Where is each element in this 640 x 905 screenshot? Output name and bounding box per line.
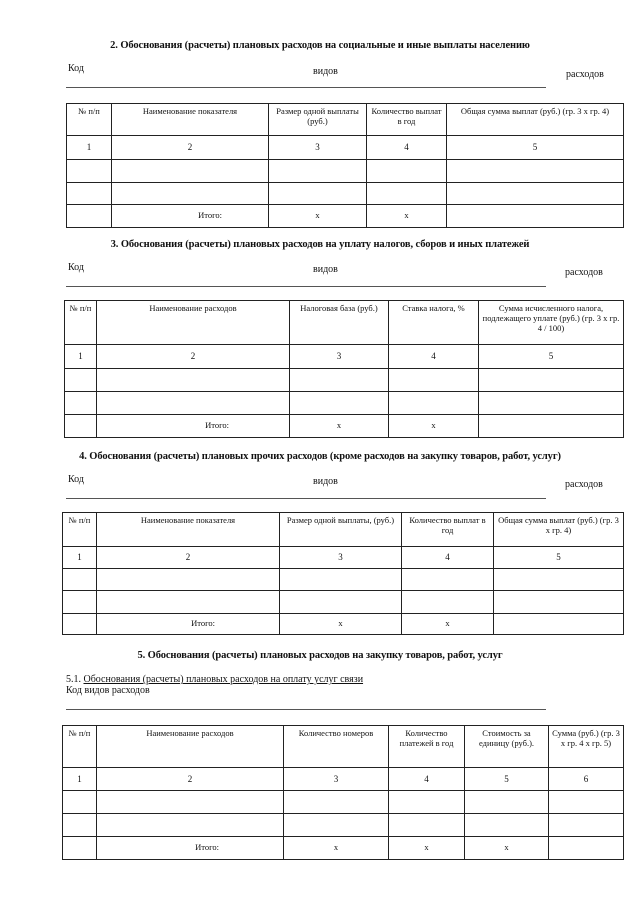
table-header-row [63,513,624,547]
cell [367,183,447,205]
cell [367,160,447,183]
cell: 5 [465,768,549,791]
table-row [65,392,624,415]
cell: 1 [65,345,97,369]
cell [290,369,389,392]
cell [97,569,280,591]
cell: 1 [67,136,112,160]
cell [402,591,494,614]
cell: 3 [290,345,389,369]
table-row [67,160,624,183]
cell: х [402,614,494,635]
col-header: Наименование расходов [97,301,290,345]
cell [97,392,290,415]
col-header: Размер одной выплаты (руб.) [269,104,367,136]
kod-underline [66,709,546,710]
cell [280,591,402,614]
cell: 5 [447,136,624,160]
cell [67,160,112,183]
col-header: Наименование показателя [97,513,280,547]
cell [402,569,494,591]
cell [389,791,465,814]
cell: х [465,837,549,860]
cell: 2 [97,345,290,369]
total-row [65,415,624,438]
col-header: Общая сумма выплат (руб.) (гр. 3 х гр. 4) [494,513,624,547]
cell [65,369,97,392]
table-social-payments [66,103,624,228]
table-row [65,369,624,392]
rashodov-label: расходов [565,267,603,278]
col-header: Количество платежей в год [389,726,465,768]
cell [389,814,465,837]
total-label: Итого: [97,614,280,635]
cell [112,160,269,183]
table-communication-services [62,725,624,860]
cell [63,791,97,814]
cell: х [389,415,479,438]
vidov-label: видов [313,66,338,77]
table-row [63,791,624,814]
subsection-title: Обоснования (расчеты) плановых расходов на оплату услуг связи [83,674,364,685]
cell [494,569,624,591]
cell [97,369,290,392]
col-header: № п/п [65,301,97,345]
cell: х [284,837,389,860]
cell [290,392,389,415]
cell: 4 [389,345,479,369]
total-label: Итого: [97,837,284,860]
cell [549,814,624,837]
column-number-row [63,768,624,791]
cell: 5 [494,547,624,569]
col-header: Наименование показателя [112,104,269,136]
cell [447,183,624,205]
section-2-title: 2. Обоснования (расчеты) плановых расходов на социальные и иные выплаты населению [110,40,530,51]
col-header: Количество выплат в год [402,513,494,547]
total-row [63,837,624,860]
column-number-row [63,547,624,569]
cell [447,205,624,228]
cell [465,791,549,814]
cell [269,183,367,205]
cell: 2 [97,547,280,569]
cell: х [389,837,465,860]
cell: 6 [549,768,624,791]
cell: 4 [402,547,494,569]
col-header: Сумма исчисленного налога, подлежащего уплате (руб.) (гр. 3 х гр. 4 / 100) [479,301,624,345]
cell: х [367,205,447,228]
kod-underline [66,286,546,287]
cell: 4 [389,768,465,791]
vidov-label: видов [313,264,338,275]
col-header: Количество выплат в год [367,104,447,136]
cell: 3 [280,547,402,569]
table-row [63,591,624,614]
cell [63,569,97,591]
kod-underline [66,498,546,499]
section-3-title: 3. Обоснования (расчеты) плановых расходов на уплату налогов, сборов и иных платежей [110,239,530,250]
cell: 2 [97,768,284,791]
cell [63,614,97,635]
table-row [63,569,624,591]
cell [269,160,367,183]
total-label: Итого: [112,205,269,228]
col-header: Количество номеров [284,726,389,768]
cell [447,160,624,183]
col-header: Размер одной выплаты, (руб.) [280,513,402,547]
cell [63,837,97,860]
section-4-title: 4. Обоснования (расчеты) плановых прочих расходов (кроме расходов на закупку товаров, работ, услуг) [79,451,561,462]
col-header: Налоговая база (руб.) [290,301,389,345]
cell [65,415,97,438]
col-header: № п/п [63,726,97,768]
cell [389,392,479,415]
cell [280,569,402,591]
cell [63,814,97,837]
cell: х [280,614,402,635]
cell [67,205,112,228]
cell [284,814,389,837]
cell [97,791,284,814]
total-row [63,614,624,635]
cell [494,614,624,635]
table-taxes [64,300,624,438]
cell [549,791,624,814]
col-header: № п/п [67,104,112,136]
rashodov-label: расходов [566,69,604,80]
cell: 4 [367,136,447,160]
table-row [63,814,624,837]
kod-label: Код [68,474,84,485]
kod-vidov-rashodov-label: Код видов расходов [66,685,150,696]
column-number-row [67,136,624,160]
cell [479,369,624,392]
table-header-row [67,104,624,136]
cell: х [290,415,389,438]
rashodov-label: расходов [565,479,603,490]
kod-label: Код [68,63,84,74]
col-header: Ставка налога, % [389,301,479,345]
kod-underline [66,87,546,88]
table-other-expenses [62,512,624,635]
col-header: № п/п [63,513,97,547]
section-5-title: 5. Обоснования (расчеты) плановых расходов на закупку товаров, работ, услуг [137,650,503,661]
cell [479,415,624,438]
total-label: Итого: [97,415,290,438]
cell: 3 [284,768,389,791]
col-header: Стоимость за единицу (руб.). [465,726,549,768]
cell [494,591,624,614]
column-number-row [65,345,624,369]
cell: 5 [479,345,624,369]
subsection-5-1 [66,674,363,685]
subsection-number: 5.1. [66,674,81,685]
cell [67,183,112,205]
kod-label: Код [68,262,84,273]
cell: 3 [269,136,367,160]
vidov-label: видов [313,476,338,487]
cell [63,591,97,614]
table-header-row [63,726,624,768]
cell [549,837,624,860]
cell: 2 [112,136,269,160]
cell [479,392,624,415]
table-header-row [65,301,624,345]
cell [284,791,389,814]
total-row [67,205,624,228]
cell [465,814,549,837]
table-row [67,183,624,205]
col-header: Сумма (руб.) (гр. 3 х гр. 4 х гр. 5) [549,726,624,768]
cell: х [269,205,367,228]
cell [65,392,97,415]
cell: 1 [63,768,97,791]
cell: 1 [63,547,97,569]
cell [112,183,269,205]
cell [97,591,280,614]
cell [97,814,284,837]
col-header: Наименование расходов [97,726,284,768]
col-header: Общая сумма выплат (руб.) (гр. 3 х гр. 4) [447,104,624,136]
cell [389,369,479,392]
